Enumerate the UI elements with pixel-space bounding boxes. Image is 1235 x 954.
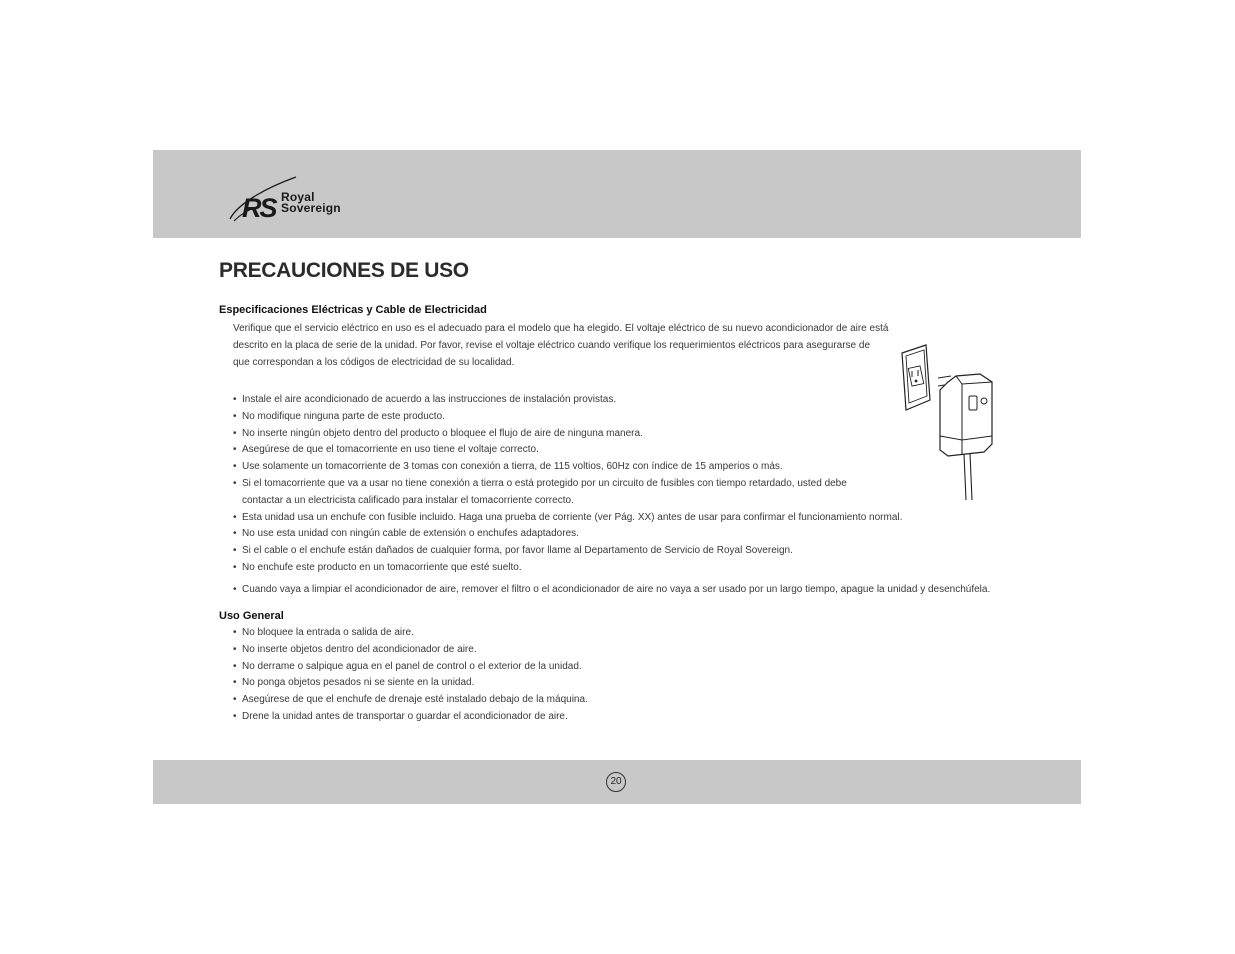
list-item: • Use solamente un tomacorriente de 3 tomas con conexión a tierra, de 115 voltios, 60Hz con índice de 15 amperios o más. [233,459,902,476]
electrical-bullet-list [233,392,902,577]
list-item: • No modifique ninguna parte de este producto. [233,409,902,426]
list-item: • Drene la unidad antes de transportar o guardar el acondicionador de aire. [233,709,588,726]
list-item: • No derrame o salpique agua en el panel de control o el exterior de la unidad. [233,659,588,676]
general-section-heading: Uso General [219,610,284,622]
list-item: • Instale el aire acondicionado de acuerdo a las instrucciones de instalación provistas. [233,392,902,409]
list-item: • Si el cable o el enchufe están dañados de cualquier forma, por favor llame al Departamento de Servicio de Royal Sovereign. [233,543,902,560]
list-item: • Asegúrese de que el tomacorriente en uso tiene el voltaje correcto. [233,442,902,459]
logo-line-1: Royal [281,190,315,204]
general-bullet-list [233,625,588,726]
electrical-section-heading: Especificaciones Eléctricas y Cable de Electricidad [219,304,487,316]
list-item: • No bloquee la entrada o salida de aire. [233,625,588,642]
intro-line: descrito en la placa de serie de la unidad. Por favor, revise el voltaje eléctrico cuando verifique los requerimientos eléctricos para asegurarse de [233,340,871,351]
intro-line: Verifique que el servicio eléctrico en uso es el adecuado para el modelo que ha elegido. El voltaje eléctrico de su nuevo acondicionador de aire está [233,323,889,334]
list-item: • No inserte ningún objeto dentro del producto o bloquee el flujo de aire de ninguna manera. [233,426,902,443]
svg-text:RS: RS [242,193,276,223]
logo-wordmark [281,192,341,214]
list-item: • Asegúrese de que el enchufe de drenaje esté instalado debajo de la máquina. [233,692,588,709]
list-item: • No use esta unidad con ningún cable de extensión o enchufes adaptadores. [233,526,902,543]
plug-outlet-icon [896,340,1000,502]
logo-line-2: Sovereign [281,201,341,215]
list-item: • No inserte objetos dentro del acondicionador de aire. [233,642,588,659]
list-item: • No enchufe este producto en un tomacorriente que esté suelto. [233,560,902,577]
electrical-intro [233,320,893,371]
intro-line: que correspondan a los códigos de electricidad de su localidad. [233,357,515,368]
page-title: PRECAUCIONES DE USO [219,259,469,282]
list-item: • Cuando vaya a limpiar el acondicionador de aire, remover el filtro o el acondicionador de aire no vaya a ser usado por un largo tiempo, apague la unidad y desenchúfela. [233,581,990,598]
list-item: • Esta unidad usa un enchufe con fusible incluido. Haga una prueba de corriente (ver Pág. XX) antes de usar para confirmar el funcionamiento normal. [233,510,902,527]
list-item: • Si el tomacorriente que va a usar no tiene conexión a tierra o está protegido por un circuito de fusibles con tiempo retardado, usted debe contactar a un electricista calificado para instalar el tomacorriente correcto. [233,476,862,510]
list-item: • No ponga objetos pesados ni se siente en la unidad. [233,675,588,692]
page-number: 20 [606,772,626,792]
